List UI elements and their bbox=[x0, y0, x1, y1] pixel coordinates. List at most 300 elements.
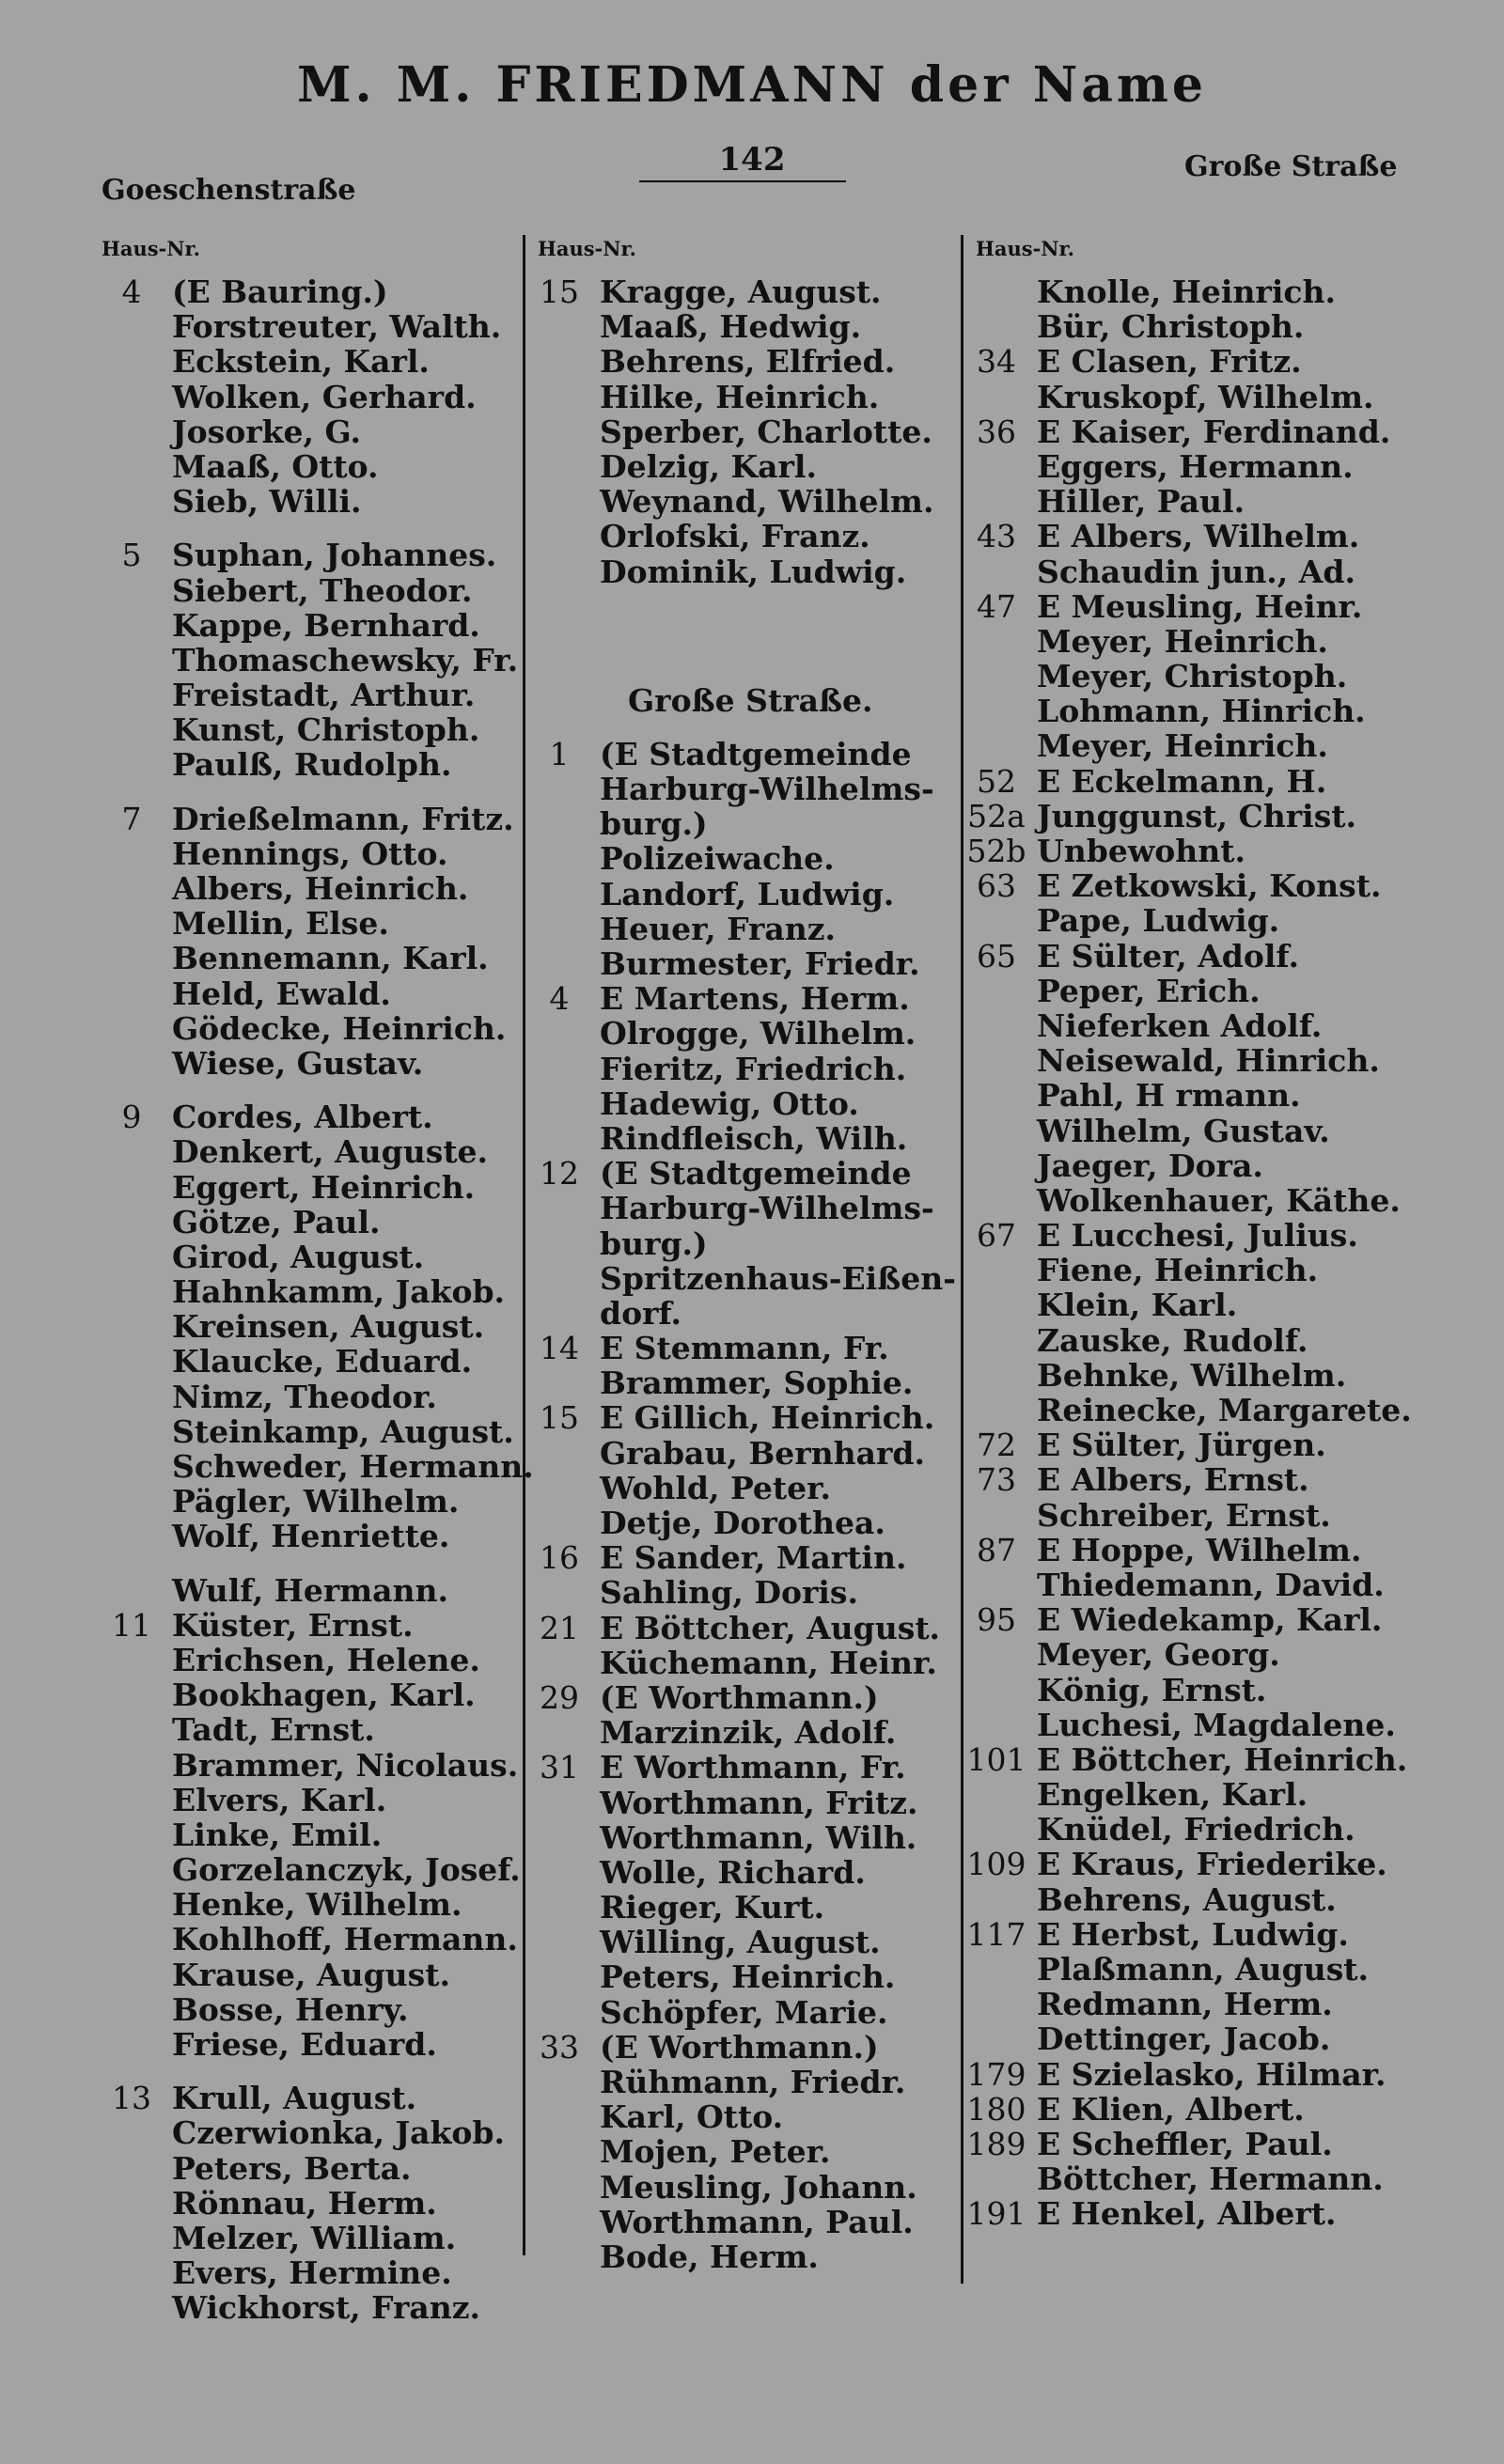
resident-name: Lohmann, Hinrich. bbox=[1037, 693, 1366, 730]
directory-entry bbox=[99, 643, 522, 678]
directory-entry bbox=[964, 2021, 1490, 2056]
resident-name: Maaß, Hedwig. bbox=[600, 308, 862, 346]
entry-gap bbox=[526, 589, 959, 608]
resident-name: Engelken, Karl. bbox=[1037, 1776, 1308, 1814]
resident-name: Brammer, Nicolaus. bbox=[172, 1746, 519, 1784]
resident-name: Heuer, Franz. bbox=[600, 910, 836, 947]
directory-entry bbox=[99, 1380, 522, 1414]
house-number: 12 bbox=[540, 1155, 579, 1193]
resident-name: Suphan, Johannes. bbox=[172, 537, 497, 574]
resident-name: Henke, Wilhelm. bbox=[172, 1886, 462, 1924]
directory-entry bbox=[526, 2065, 959, 2099]
resident-name: Karl, Otto. bbox=[600, 2098, 784, 2136]
directory-entry bbox=[964, 659, 1490, 694]
resident-name: Krause, August. bbox=[172, 1956, 450, 1993]
resident-name: Delzig, Karl. bbox=[600, 447, 817, 485]
resident-name: Küchemann, Heinr. bbox=[600, 1644, 937, 1681]
resident-name: Worthmann, Wilh. bbox=[600, 1818, 917, 1856]
directory-entry bbox=[99, 1414, 522, 1449]
resident-name: Schweder, Hermann. bbox=[172, 1448, 534, 1485]
resident-name: Worthmann, Fritz. bbox=[600, 1784, 918, 1821]
page-number: 142 bbox=[718, 141, 786, 179]
directory-entry bbox=[99, 344, 522, 379]
resident-name: burg.) bbox=[600, 805, 708, 843]
directory-entry bbox=[526, 2205, 959, 2239]
resident-name: Reinecke, Margarete. bbox=[1037, 1392, 1412, 1428]
directory-entry bbox=[99, 2115, 522, 2150]
directory-entry bbox=[964, 1673, 1490, 1708]
house-number: 15 bbox=[540, 1399, 579, 1437]
directory-entry bbox=[99, 1011, 522, 1046]
resident-name: Wohld, Peter. bbox=[600, 1469, 831, 1506]
directory-entry bbox=[964, 1218, 1490, 1253]
directory-entry bbox=[99, 1957, 522, 1992]
street-heading bbox=[526, 683, 959, 718]
resident-name: Knüdel, Friedrich. bbox=[1037, 1811, 1355, 1848]
resident-name: E Klien, Albert. bbox=[1037, 2090, 1305, 2128]
resident-name: E Kraus, Friederike. bbox=[1037, 1846, 1387, 1883]
directory-entry bbox=[526, 1611, 959, 1645]
resident-name: Junggunst, Christ. bbox=[1037, 797, 1357, 834]
directory-entry bbox=[964, 1637, 1490, 1672]
directory-entry bbox=[526, 2170, 959, 2205]
directory-entry bbox=[964, 1742, 1490, 1777]
resident-name: Behnke, Wilhelm. bbox=[1037, 1356, 1347, 1394]
directory-entry bbox=[99, 1309, 522, 1344]
directory-entry bbox=[526, 1645, 959, 1680]
resident-name: E Sülter, Adolf. bbox=[1037, 937, 1299, 975]
directory-entry bbox=[526, 841, 959, 876]
directory-entry bbox=[99, 1046, 522, 1081]
directory-entry bbox=[99, 836, 522, 871]
house-number: 65 bbox=[977, 937, 1016, 975]
house-number: 189 bbox=[966, 2125, 1026, 2162]
resident-name: dorf. bbox=[600, 1294, 682, 1332]
directory-entry bbox=[964, 694, 1490, 728]
directory-entry bbox=[964, 589, 1490, 624]
directory-entry bbox=[964, 554, 1490, 589]
directory-entry bbox=[964, 2057, 1490, 2092]
resident-name: E Sülter, Jürgen. bbox=[1037, 1427, 1326, 1464]
resident-name: Olrogge, Wilhelm. bbox=[600, 1015, 916, 1053]
resident-name: Rühmann, Friedr. bbox=[600, 2064, 906, 2100]
resident-name: Schaudin jun., Ad. bbox=[1037, 553, 1355, 590]
directory-entry bbox=[964, 834, 1490, 868]
directory-entry bbox=[964, 1078, 1490, 1113]
resident-name: Cordes, Albert. bbox=[172, 1099, 433, 1136]
directory-entry bbox=[526, 1191, 959, 1225]
resident-name: Burmester, Friedr. bbox=[600, 945, 920, 982]
resident-name: E Hoppe, Wilhelm. bbox=[1037, 1531, 1362, 1568]
directory-entry bbox=[99, 1852, 522, 1887]
directory-entry bbox=[526, 2239, 959, 2274]
house-number: 31 bbox=[540, 1749, 579, 1786]
directory-entry bbox=[964, 1602, 1490, 1637]
resident-name: Meyer, Heinrich. bbox=[1037, 727, 1328, 765]
directory-entry bbox=[964, 1812, 1490, 1847]
directory-entry bbox=[964, 1253, 1490, 1287]
directory-entry bbox=[964, 274, 1490, 309]
resident-name: Wilhelm, Gustav. bbox=[1037, 1112, 1330, 1149]
directory-entry bbox=[526, 2030, 959, 2065]
directory-entry bbox=[526, 1016, 959, 1051]
house-number: 14 bbox=[540, 1330, 579, 1367]
resident-name: Kohlhoff, Hermann. bbox=[172, 1921, 518, 1958]
resident-name: Schöpfer, Marie. bbox=[600, 1993, 888, 2031]
resident-name: Rieger, Kurt. bbox=[600, 1889, 825, 1926]
resident-name: Bür, Christoph. bbox=[1037, 308, 1305, 346]
directory-entry bbox=[526, 380, 959, 414]
resident-name: Grabau, Bernhard. bbox=[600, 1434, 925, 1472]
directory-entry bbox=[526, 344, 959, 379]
house-number: 5 bbox=[121, 537, 142, 574]
directory-entry bbox=[526, 1505, 959, 1540]
resident-name: Dominik, Ludwig. bbox=[600, 553, 907, 590]
resident-name: Eckstein, Karl. bbox=[172, 343, 430, 381]
resident-name: Girod, August. bbox=[172, 1238, 425, 1275]
directory-entry bbox=[526, 1471, 959, 1505]
directory-entry bbox=[526, 1436, 959, 1471]
directory-entry bbox=[964, 1952, 1490, 1987]
directory-entry bbox=[526, 1750, 959, 1785]
directory-entry bbox=[964, 728, 1490, 763]
page-banner: M. M. FRIEDMANN der Name bbox=[296, 56, 1208, 114]
resident-name: Neisewald, Hinrich. bbox=[1037, 1042, 1380, 1080]
directory-entry bbox=[99, 712, 522, 747]
directory-entry bbox=[526, 1331, 959, 1365]
street-name: Große Straße. bbox=[628, 681, 873, 719]
directory-entry bbox=[526, 1715, 959, 1750]
house-number: 101 bbox=[966, 1740, 1026, 1778]
directory-entry bbox=[526, 554, 959, 589]
resident-name: Pägler, Wilhelm. bbox=[172, 1483, 460, 1521]
resident-name: E Sander, Martin. bbox=[600, 1539, 907, 1577]
running-head-left: Goeschenstraße bbox=[102, 174, 356, 207]
resident-name: E Meusling, Heinr. bbox=[1037, 587, 1363, 625]
resident-name: Wolf, Henriette. bbox=[172, 1518, 450, 1555]
directory-entry bbox=[526, 1959, 959, 1994]
resident-name: Sperber, Charlotte. bbox=[600, 413, 932, 450]
entry-gap bbox=[99, 783, 522, 802]
directory-entry bbox=[964, 1043, 1490, 1078]
directory-entry bbox=[99, 274, 522, 309]
resident-name: Wolle, Richard. bbox=[600, 1853, 866, 1891]
directory-entry bbox=[526, 1995, 959, 2030]
directory-entry bbox=[964, 1393, 1490, 1427]
directory-entry bbox=[964, 2127, 1490, 2161]
resident-name: Gödecke, Heinrich. bbox=[172, 1009, 507, 1047]
resident-name: Bookhagen, Karl. bbox=[172, 1676, 476, 1714]
resident-name: Forstreuter, Walth. bbox=[172, 308, 502, 346]
house-number: 21 bbox=[540, 1609, 579, 1646]
directory-entry bbox=[99, 1783, 522, 1817]
directory-entry bbox=[526, 1086, 959, 1121]
directory-entry bbox=[99, 1170, 522, 1205]
directory-entry bbox=[964, 1114, 1490, 1148]
resident-name: Klein, Karl. bbox=[1037, 1287, 1238, 1324]
directory-entry bbox=[964, 1358, 1490, 1393]
directory-entry bbox=[99, 1992, 522, 2027]
entry-gap bbox=[99, 2062, 522, 2081]
resident-name: (E Worthmann.) bbox=[600, 2028, 879, 2066]
directory-entry bbox=[526, 1226, 959, 1261]
resident-name: Hahnkamm, Jakob. bbox=[172, 1273, 506, 1311]
directory-entry bbox=[99, 1887, 522, 1922]
resident-name: Josorke, G. bbox=[172, 413, 361, 450]
directory-entry bbox=[99, 380, 522, 414]
house-number: 63 bbox=[977, 867, 1016, 905]
entry-gap bbox=[99, 1081, 522, 1099]
directory-entry bbox=[964, 1427, 1490, 1462]
directory-entry bbox=[99, 678, 522, 712]
house-number: 34 bbox=[977, 343, 1016, 381]
resident-name: Fiene, Heinrich. bbox=[1037, 1252, 1319, 1289]
resident-name: Mellin, Else. bbox=[172, 905, 389, 943]
resident-name: Sahling, Doris. bbox=[600, 1574, 858, 1612]
directory-entry bbox=[99, 449, 522, 484]
directory-entry bbox=[526, 1820, 959, 1855]
directory-entry bbox=[526, 1261, 959, 1296]
directory-entry bbox=[526, 1575, 959, 1610]
column-label-2: Haus-Nr. bbox=[538, 237, 636, 260]
directory-entry bbox=[526, 309, 959, 344]
resident-name: Meyer, Christoph. bbox=[1037, 658, 1348, 695]
resident-name: Redmann, Herm. bbox=[1037, 1986, 1333, 2023]
directory-entry bbox=[526, 519, 959, 554]
resident-name: Eggers, Hermann. bbox=[1037, 447, 1354, 485]
directory-entry bbox=[526, 1156, 959, 1191]
directory-entry bbox=[526, 772, 959, 806]
directory-entry bbox=[526, 1052, 959, 1086]
directory-entry bbox=[964, 414, 1490, 449]
directory-entry bbox=[99, 802, 522, 836]
directory-entry bbox=[964, 1323, 1490, 1358]
directory-entry bbox=[964, 939, 1490, 974]
directory-entry bbox=[99, 1134, 522, 1169]
resident-name: Willing, August. bbox=[600, 1924, 881, 1961]
resident-name: E Albers, Wilhelm. bbox=[1037, 518, 1360, 555]
directory-entry bbox=[964, 868, 1490, 903]
house-number: 179 bbox=[966, 2055, 1026, 2093]
directory-entry bbox=[99, 484, 522, 519]
resident-name: Czerwionka, Jakob. bbox=[172, 2114, 505, 2152]
house-number: 73 bbox=[977, 1461, 1016, 1499]
resident-name: Götze, Paul. bbox=[172, 1203, 381, 1240]
house-number: 180 bbox=[966, 2090, 1026, 2128]
directory-entry bbox=[964, 380, 1490, 414]
resident-name: Spritzenhaus-Eißen- bbox=[600, 1259, 956, 1297]
resident-name: Rönnau, Herm. bbox=[172, 2184, 437, 2222]
resident-name: Elvers, Karl. bbox=[172, 1781, 387, 1818]
directory-entry bbox=[964, 449, 1490, 484]
resident-name: E Wiedekamp, Karl. bbox=[1037, 1601, 1383, 1639]
resident-name: Kragge, August. bbox=[600, 273, 882, 310]
directory-entry bbox=[964, 1882, 1490, 1917]
directory-entry bbox=[964, 1917, 1490, 1952]
resident-name: Kunst, Christoph. bbox=[172, 711, 480, 749]
directory-entry bbox=[99, 573, 522, 608]
resident-name: Kruskopf, Wilhelm. bbox=[1037, 378, 1374, 415]
house-number: 52a bbox=[967, 797, 1026, 834]
house-number: 95 bbox=[977, 1601, 1016, 1639]
directory-entry bbox=[964, 974, 1490, 1008]
entry-gap bbox=[526, 664, 959, 683]
resident-name: Jaeger, Dora. bbox=[1037, 1146, 1263, 1184]
house-number: 67 bbox=[977, 1217, 1016, 1255]
resident-name: Nimz, Theodor. bbox=[172, 1378, 437, 1415]
resident-name: Weynand, Wilhelm. bbox=[600, 483, 934, 521]
directory-entry bbox=[964, 1148, 1490, 1183]
directory-entry bbox=[99, 1344, 522, 1379]
directory-entry bbox=[526, 1890, 959, 1925]
resident-name: Maaß, Otto. bbox=[172, 447, 379, 485]
entry-gap bbox=[526, 627, 959, 646]
resident-name: E Gillich, Heinrich. bbox=[600, 1399, 935, 1437]
resident-name: Tadt, Ernst. bbox=[172, 1711, 375, 1749]
resident-name: E Böttcher, August. bbox=[600, 1609, 941, 1646]
resident-name: Hennings, Otto. bbox=[172, 834, 448, 872]
resident-name: Linke, Emil. bbox=[172, 1816, 383, 1853]
directory-entry bbox=[964, 1567, 1490, 1602]
house-number: 43 bbox=[977, 518, 1016, 555]
resident-name: E Henkel, Albert. bbox=[1037, 2195, 1337, 2233]
resident-name: E Clasen, Fritz. bbox=[1037, 343, 1302, 381]
directory-entry bbox=[99, 976, 522, 1011]
directory-entry bbox=[526, 1925, 959, 1959]
resident-name: E Worthmann, Fr. bbox=[600, 1749, 906, 1786]
resident-name: Marzinzik, Adolf. bbox=[600, 1714, 897, 1752]
directory-entry bbox=[99, 1608, 522, 1643]
directory-entry bbox=[964, 764, 1490, 799]
directory-entry bbox=[964, 2196, 1490, 2231]
resident-name: Luchesi, Magdalene. bbox=[1037, 1706, 1396, 1743]
resident-name: Hiller, Paul. bbox=[1037, 483, 1246, 521]
resident-name: Evers, Hermine. bbox=[172, 2254, 452, 2292]
directory-entry bbox=[99, 414, 522, 449]
directory-entry bbox=[526, 449, 959, 484]
directory-entry bbox=[99, 309, 522, 344]
resident-name: Peters, Heinrich. bbox=[600, 1958, 896, 1996]
directory-entry bbox=[526, 1855, 959, 1890]
house-number: 15 bbox=[540, 273, 579, 310]
directory-entry bbox=[99, 906, 522, 941]
directory-entry bbox=[964, 1183, 1490, 1218]
directory-entry bbox=[964, 799, 1490, 834]
resident-name: burg.) bbox=[600, 1224, 708, 1262]
address-column-3 bbox=[964, 274, 1490, 2232]
directory-entry bbox=[99, 1712, 522, 1747]
resident-name: Eggert, Heinrich. bbox=[172, 1168, 476, 1206]
resident-name: Bennemann, Karl. bbox=[172, 940, 489, 977]
resident-name: Plaßmann, August. bbox=[1037, 1951, 1370, 1988]
resident-name: Nieferken Adolf. bbox=[1037, 1006, 1323, 1044]
resident-name: Wickhorst, Franz. bbox=[172, 2289, 481, 2327]
resident-name: E Kaiser, Ferdinand. bbox=[1037, 413, 1391, 450]
directory-entry bbox=[964, 1533, 1490, 1567]
directory-entry bbox=[526, 737, 959, 772]
address-column-2 bbox=[526, 274, 959, 2274]
resident-name: E Szielasko, Hilmar. bbox=[1037, 2055, 1386, 2093]
resident-name: Hilke, Heinrich. bbox=[600, 378, 880, 415]
resident-name: Siebert, Theodor. bbox=[172, 571, 473, 609]
resident-name: E Herbst, Ludwig. bbox=[1037, 1915, 1349, 1953]
resident-name: Rindfleisch, Wilh. bbox=[600, 1119, 908, 1157]
resident-name: Meyer, Heinrich. bbox=[1037, 622, 1328, 660]
directory-entry bbox=[964, 309, 1490, 344]
resident-name: (E Bauring.) bbox=[172, 273, 388, 310]
house-number: 29 bbox=[540, 1678, 579, 1716]
resident-name: E Zetkowski, Konst. bbox=[1037, 867, 1382, 905]
house-number: 1 bbox=[549, 735, 570, 772]
resident-name: Bode, Herm. bbox=[600, 2238, 819, 2275]
directory-entry bbox=[99, 941, 522, 975]
resident-name: Paulß, Rudolph. bbox=[172, 746, 452, 784]
resident-name: Pahl, H rmann. bbox=[1037, 1077, 1301, 1115]
directory-entry bbox=[526, 1400, 959, 1435]
directory-entry bbox=[99, 1922, 522, 1957]
directory-entry bbox=[964, 1462, 1490, 1497]
house-number: 191 bbox=[966, 2195, 1026, 2233]
directory-entry bbox=[964, 519, 1490, 554]
entry-gap bbox=[526, 608, 959, 627]
directory-entry bbox=[526, 981, 959, 1016]
resident-name: Behrens, Elfried. bbox=[600, 343, 896, 381]
house-number: 16 bbox=[540, 1539, 579, 1577]
directory-entry bbox=[99, 608, 522, 643]
directory-entry bbox=[964, 2092, 1490, 2127]
resident-name: Böttcher, Hermann. bbox=[1037, 2160, 1384, 2198]
resident-name: Held, Ewald. bbox=[172, 975, 391, 1012]
resident-name: E Böttcher, Heinrich. bbox=[1037, 1740, 1408, 1778]
directory-entry bbox=[964, 2161, 1490, 2196]
house-number: 11 bbox=[112, 1606, 151, 1644]
resident-name: Detje, Dorothea. bbox=[600, 1505, 885, 1541]
address-column-1 bbox=[99, 273, 534, 2327]
directory-entry bbox=[99, 2151, 522, 2186]
resident-name: (E Stadtgemeinde bbox=[600, 1155, 912, 1193]
directory-entry bbox=[99, 1274, 522, 1309]
resident-name: Fieritz, Friedrich. bbox=[600, 1050, 907, 1087]
house-number: 33 bbox=[540, 2028, 579, 2066]
resident-name: Klaucke, Eduard. bbox=[172, 1343, 473, 1380]
directory-entry bbox=[99, 1205, 522, 1240]
resident-name: Melzer, William. bbox=[172, 2219, 457, 2256]
resident-name: Bosse, Henry. bbox=[172, 1990, 409, 2028]
running-head-right: Große Straße bbox=[1184, 150, 1398, 183]
resident-name: Dettinger, Jacob. bbox=[1037, 2020, 1331, 2058]
directory-entry bbox=[526, 877, 959, 912]
house-number: 7 bbox=[121, 800, 142, 837]
directory-entry bbox=[99, 1677, 522, 1712]
resident-name: Drießelmann, Fritz. bbox=[172, 800, 514, 837]
directory-entry bbox=[99, 2255, 522, 2290]
resident-name: Peper, Erich. bbox=[1037, 972, 1261, 1009]
house-number: 36 bbox=[977, 413, 1016, 450]
resident-name: E Lucchesi, Julius. bbox=[1037, 1217, 1358, 1255]
resident-name: Harburg-Wilhelms- bbox=[600, 1190, 934, 1227]
directory-entry bbox=[526, 484, 959, 519]
resident-name: Gorzelanczyk, Josef. bbox=[172, 1851, 521, 1889]
directory-entry bbox=[526, 946, 959, 981]
resident-name: Behrens, August. bbox=[1037, 1880, 1337, 1918]
directory-entry bbox=[99, 1573, 522, 1608]
house-number: 13 bbox=[112, 2080, 151, 2117]
directory-entry bbox=[964, 1498, 1490, 1533]
resident-name: Wolken, Gerhard. bbox=[172, 378, 477, 415]
resident-name: Friese, Eduard. bbox=[172, 2026, 437, 2063]
directory-entry bbox=[526, 1121, 959, 1156]
resident-name: Erichsen, Helene. bbox=[172, 1641, 480, 1678]
